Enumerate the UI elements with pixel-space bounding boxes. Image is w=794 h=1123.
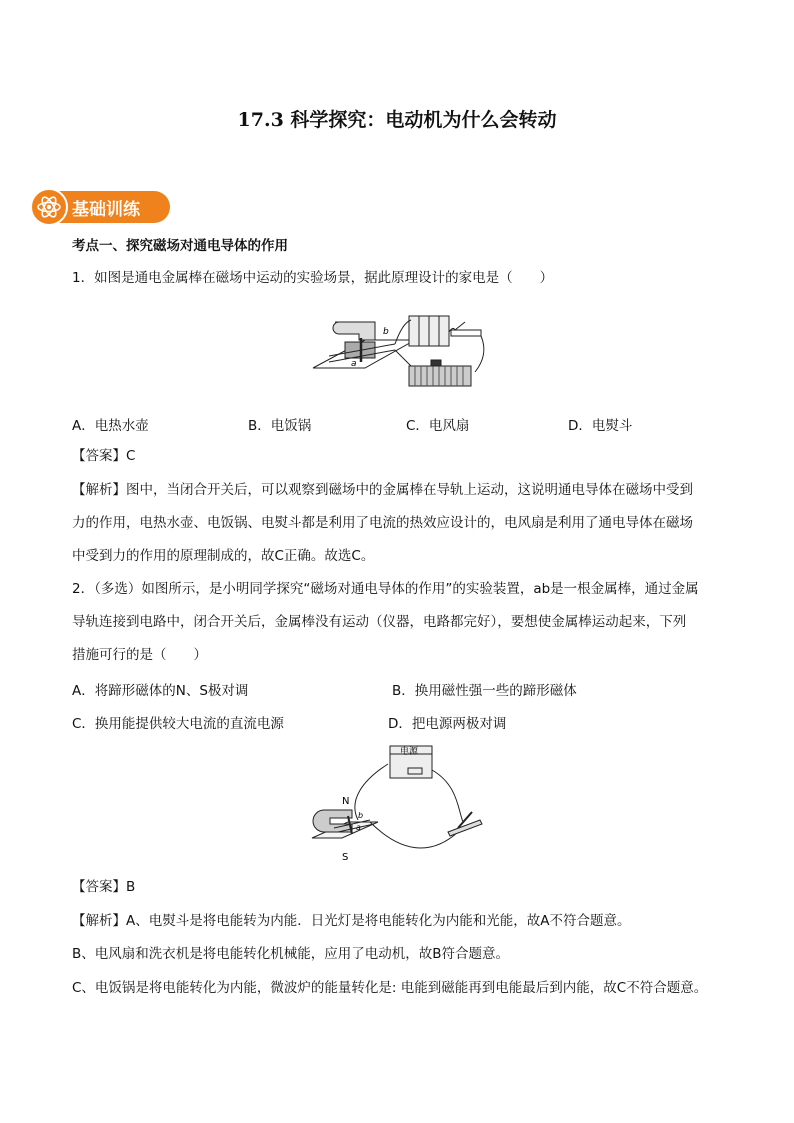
q2-analysis-line-3: C、电饭锅是将电能转化为内能，微波炉的能量转化是: 电能到磁能再到电能最后到内能，故C不符合题意。 [72,980,708,996]
q1-fig-label-a: a [351,359,357,369]
q2-fig-label-b: b [358,811,364,820]
q1-answer: 【答案】C [72,448,136,464]
q2-stem-line-2: 导轨连接到电路中，闭合开关后，金属棒没有运动（仪器，电路都完好），要想使金属棒运动起来，下列 [72,614,687,630]
q2-option-c: C．换用能提供较大电流的直流电源 [72,716,284,732]
q1-analysis-line-3: 中受到力的作用的原理制成的，故C正确。故选C。 [72,548,375,564]
q1-fig-label-b: b [383,327,389,337]
q1-option-c: C．电风扇 [406,418,470,434]
q2-option-d: D．把电源两极对调 [388,716,507,732]
q1-option-a: A．电热水壶 [72,418,149,434]
q1-analysis-line-2: 力的作用，电热水壶、电饭锅、电熨斗都是利用了电流的热效应设计的，电风扇是利用了通电导体在磁场 [72,515,693,531]
q2-figure [308,740,488,864]
q2-option-a: A．将蹄形磁体的N、S极对调 [72,683,249,699]
q2-fig-label-a: a [356,823,361,832]
q1-option-b: B．电饭锅 [248,418,312,434]
q2-option-b: B．换用磁性强一些的蹄形磁体 [392,683,577,699]
q2-stem-line-3: 措施可行的是（ ） [72,647,207,663]
q1-analysis-line-1: 【解析】图中，当闭合开关后，可以观察到磁场中的金属棒在导轨上运动，这说明通电导体在磁场中受到 [72,482,693,498]
q2-answer: 【答案】B [72,879,136,895]
q2-fig-label-power: 电源 [400,747,419,757]
q2-analysis-line-1: 【解析】A、电熨斗是将电能转为内能．日光灯是将电能转化为内能和光能，故A不符合题意。 [72,913,631,929]
q1-figure [305,300,500,398]
q1-stem: 1．如图是通电金属棒在磁场中运动的实验场景，据此原理设计的家电是（ ） [72,270,554,286]
section-heading: 考点一、探究磁场对通电导体的作用 [72,238,288,254]
page-title: 17.3 科学探究：电动机为什么会转动 [237,109,557,131]
banner-label: 基础训练 [72,200,140,220]
section-banner [30,188,170,226]
atom-icon [30,188,68,226]
q2-stem-line-1: 2．（多选）如图所示，是小明同学探究“磁场对通电导体的作用”的实验装置，ab是一根金属棒，通过金属 [72,581,699,597]
q1-option-d: D．电熨斗 [568,418,633,434]
q2-analysis-line-2: B、电风扇和洗衣机是将电能转化机械能，应用了电动机，故B符合题意。 [72,946,510,962]
q2-fig-label-n: N [342,796,350,807]
q2-fig-label-s: S [342,852,349,863]
